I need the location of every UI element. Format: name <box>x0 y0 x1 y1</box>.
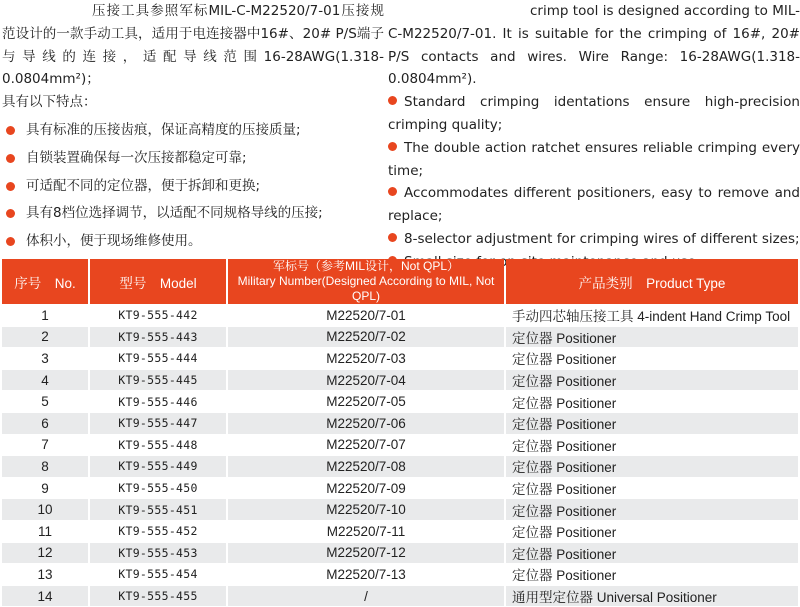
row-no: 4 <box>2 370 88 391</box>
row-model: KT9-555-448 <box>90 435 226 456</box>
row-model: KT9-555-446 <box>90 391 226 412</box>
feature-zh-item: 体积小，便于现场维修使用。 <box>0 230 384 253</box>
row-product-type: 定位器 Positioner <box>506 478 798 499</box>
header-military-en: Military Number(Designed According to MIL, Not QPL) <box>237 274 495 303</box>
row-military-number: M22520/7-12 <box>228 543 504 564</box>
row-military-number: M22520/7-10 <box>228 499 504 520</box>
row-product-type: 定位器 Positioner <box>506 543 798 564</box>
row-military-number: M22520/7-13 <box>228 564 504 585</box>
row-product-type: 定位器 Positioner <box>506 499 798 520</box>
intro-zh-paragraph: 压接工具参照军标MIL-C-M22520/7-01压接规范设计的一款手动工具，适用于电连接器中16#、20# P/S端子与导线的连接，适配导线范围16-28AWG(1.318-0.0804mm²)； <box>2 3 384 88</box>
row-no: 2 <box>2 327 88 348</box>
table-row <box>2 478 798 499</box>
row-model: KT9-555-444 <box>90 348 226 369</box>
table-row <box>2 543 798 564</box>
row-product-type: 手动四芯轴压接工具 4-indent Hand Crimp Tool <box>506 305 798 326</box>
row-no: 9 <box>2 478 88 499</box>
row-product-type: 定位器 Positioner <box>506 413 798 434</box>
red-dot-icon <box>388 233 397 242</box>
row-model: KT9-555-451 <box>90 499 226 520</box>
row-product-type: 定位器 Positioner <box>506 391 798 412</box>
header-no: 序号 No. <box>2 259 88 304</box>
red-dot-icon <box>388 96 397 105</box>
intro-zh-features-heading: 具有以下特点： <box>2 94 97 111</box>
red-dot-icon <box>6 126 15 135</box>
row-model: KT9-555-449 <box>90 456 226 477</box>
table-row <box>2 370 798 391</box>
feature-zh-item: 具有8档位选择调节，以适配不同规格导线的压接; <box>0 202 384 225</box>
row-product-type: 定位器 Positioner <box>506 564 798 585</box>
feature-en-item: 8-selector adjustment for crimping wires of different sizes; <box>388 228 800 251</box>
row-no: 3 <box>2 348 88 369</box>
red-dot-icon <box>6 154 15 163</box>
feature-zh-item: 可适配不同的定位器，便于拆卸和更换; <box>0 175 384 198</box>
header-military-number <box>228 259 504 304</box>
row-military-number: M22520/7-06 <box>228 413 504 434</box>
header-military-zh: 军标号（参考MIL设计，Not QPL） <box>272 259 460 273</box>
red-dot-icon <box>6 209 15 218</box>
feature-en-item: Standard crimping identations ensure high-precision crimping quality; <box>388 94 800 133</box>
feature-en-item: The double action ratchet ensures reliable crimping every time; <box>388 139 800 179</box>
intro-english <box>388 0 800 274</box>
row-model: KT9-555-454 <box>90 564 226 585</box>
row-military-number: M22520/7-05 <box>228 391 504 412</box>
product-table <box>0 258 800 607</box>
row-no: 10 <box>2 499 88 520</box>
row-model: KT9-555-447 <box>90 413 226 434</box>
header-product-type: 产品类别 Product Type <box>506 259 798 304</box>
feature-en-item: Accommodates different positioners, easy to remove and replace; <box>388 185 800 225</box>
table-row <box>2 564 798 585</box>
row-no: 7 <box>2 435 88 456</box>
table-row <box>2 327 798 348</box>
intro-en-paragraph: crimp tool is designed according to MIL-C-M22520/7-01. It is suitable for the crimping of 16#, 20# P/S contacts and wires. Wire Range: 16-28AWG(1.318-0.0804mm²). <box>388 3 800 88</box>
row-military-number: M22520/7-11 <box>228 521 504 542</box>
row-product-type: 定位器 Positioner <box>506 521 798 542</box>
row-military-number: M22520/7-03 <box>228 348 504 369</box>
row-no: 5 <box>2 391 88 412</box>
row-product-type: 定位器 Positioner <box>506 370 798 391</box>
row-model: KT9-555-453 <box>90 543 226 564</box>
red-dot-icon <box>6 237 15 246</box>
row-model: KT9-555-450 <box>90 478 226 499</box>
row-military-number: M22520/7-07 <box>228 435 504 456</box>
intro-section <box>0 0 800 258</box>
row-military-number: M22520/7-04 <box>228 370 504 391</box>
table-row <box>2 391 798 412</box>
row-no: 6 <box>2 413 88 434</box>
red-dot-icon <box>388 142 397 151</box>
table-row <box>2 586 798 607</box>
row-military-number: M22520/7-09 <box>228 478 504 499</box>
table-row <box>2 456 798 477</box>
row-model: KT9-555-442 <box>90 305 226 326</box>
row-model: KT9-555-452 <box>90 521 226 542</box>
row-model: KT9-555-455 <box>90 586 226 607</box>
row-product-type: 定位器 Positioner <box>506 456 798 477</box>
feature-zh-item: 具有标准的压接齿痕，保证高精度的压接质量; <box>0 119 384 142</box>
row-no: 1 <box>2 305 88 326</box>
row-model: KT9-555-443 <box>90 327 226 348</box>
row-military-number: M22520/7-02 <box>228 327 504 348</box>
table-row <box>2 499 798 520</box>
red-dot-icon <box>388 187 397 196</box>
row-model: KT9-555-445 <box>90 370 226 391</box>
row-no: 8 <box>2 456 88 477</box>
row-product-type: 通用型定位器 Universal Positioner <box>506 586 798 607</box>
row-military-number: M22520/7-08 <box>228 456 504 477</box>
table-row <box>2 305 798 326</box>
header-model: 型号 Model <box>90 259 226 304</box>
table-row <box>2 348 798 369</box>
intro-chinese <box>0 0 384 253</box>
row-product-type: 定位器 Positioner <box>506 327 798 348</box>
feature-zh-item: 自锁装置确保每一次压接都稳定可靠; <box>0 147 384 170</box>
table-row <box>2 413 798 434</box>
table-row <box>2 435 798 456</box>
row-no: 13 <box>2 564 88 585</box>
red-dot-icon <box>6 182 15 191</box>
row-product-type: 定位器 Positioner <box>506 435 798 456</box>
table-row <box>2 521 798 542</box>
row-product-type: 定位器 Positioner <box>506 348 798 369</box>
row-no: 12 <box>2 543 88 564</box>
row-no: 14 <box>2 586 88 607</box>
row-no: 11 <box>2 521 88 542</box>
row-military-number: M22520/7-01 <box>228 305 504 326</box>
row-military-number: / <box>228 586 504 607</box>
table-header-row <box>2 259 798 304</box>
